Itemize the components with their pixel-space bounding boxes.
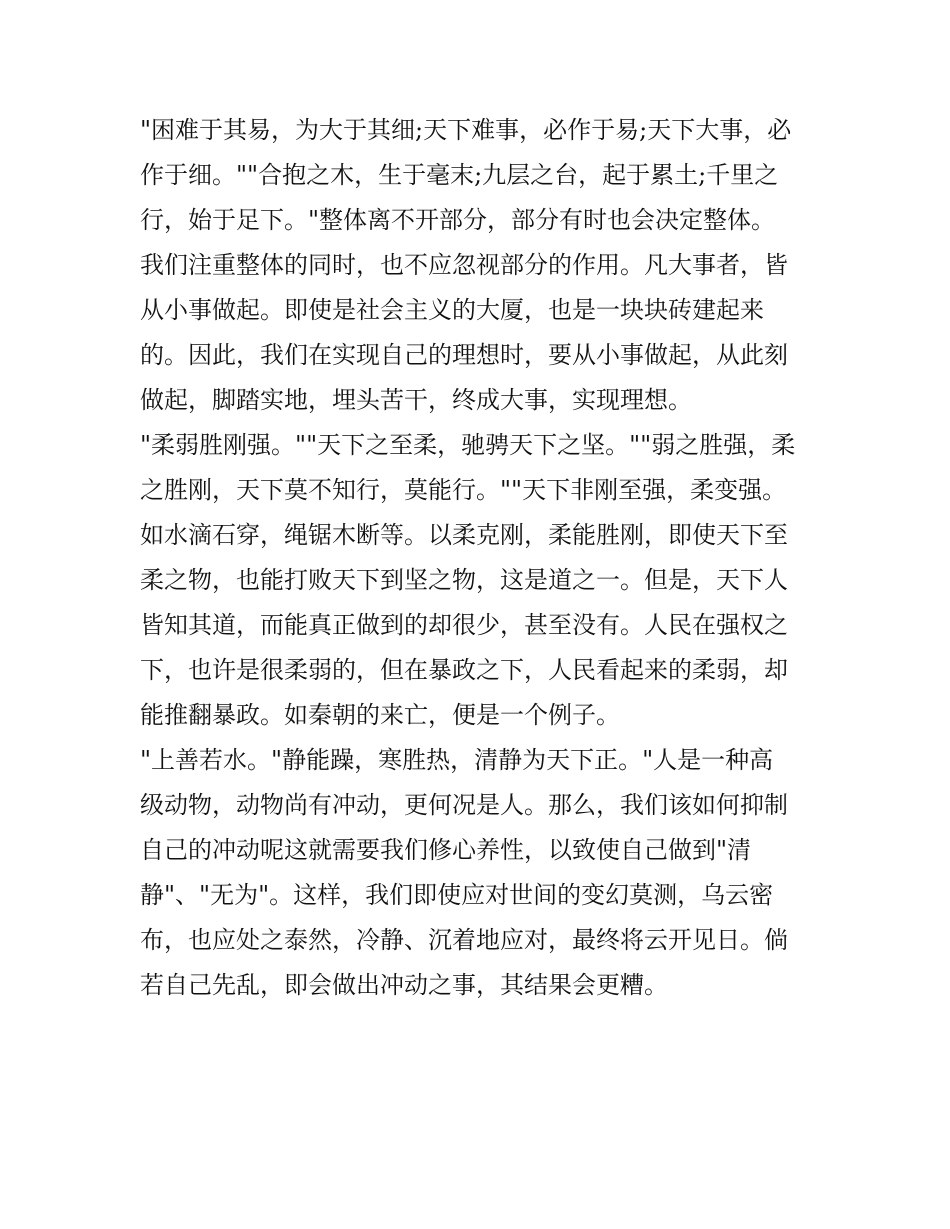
text-line: "困难于其易，为大于其细;天下难事，必作于易;天下大事，必: [140, 116, 792, 144]
text-line: 的。因此，我们在实现自己的理想时，要从小事做起，从此刻: [140, 341, 788, 369]
text-line: "上善若水。"静能躁，寒胜热，清静为天下正。"人是一种高: [140, 746, 774, 774]
text-line: 皆知其道，而能真正做到的却很少，甚至没有。人民在强权之: [140, 611, 788, 639]
text-line: 若自己先乱，即会做出冲动之事，其结果会更糟。: [140, 971, 668, 999]
text-line: 之胜刚，天下莫不知行，莫能行。""天下非刚至强，柔变强。: [140, 476, 787, 504]
text-line: 能推翻暴政。如秦朝的来亡，便是一个例子。: [140, 701, 620, 729]
text-line: 级动物，动物尚有冲动，更何况是人。那么，我们该如何抑制: [140, 791, 788, 819]
body-text: [140, 108, 812, 1008]
text-line: 从小事做起。即使是社会主义的大厦，也是一块块砖建起来: [140, 296, 764, 324]
text-line: 静"、"无为"。这样，我们即使应对世间的变幻莫测，乌云密: [140, 881, 774, 909]
text-line: 我们注重整体的同时，也不应忽视部分的作用。凡大事者，皆: [140, 251, 788, 279]
text-line: 布，也应处之泰然，冷静、沉着地应对，最终将云开见日。倘: [140, 926, 788, 954]
text-line: 下，也许是很柔弱的，但在暴政之下，人民看起来的柔弱，却: [140, 656, 788, 684]
text-line: 做起，脚踏实地，埋头苦干，终成大事，实现理想。: [140, 386, 692, 414]
text-line: 作于细。""合抱之木，生于毫末;九层之台，起于累土;千里之: [140, 161, 779, 189]
text-line: 柔之物，也能打败天下到坚之物，这是道之一。但是，天下人: [140, 566, 788, 594]
text-line: 自己的冲动呢这就需要我们修心养性，以致使自己做到"清: [140, 836, 752, 864]
text-line: 如水滴石穿，绳锯木断等。以柔克刚，柔能胜刚，即使天下至: [140, 521, 788, 549]
text-line: "柔弱胜刚强。""天下之至柔，驰骋天下之坚。""弱之胜强，柔: [140, 431, 796, 459]
text-line: 行，始于足下。"整体离不开部分，部分有时也会决定整体。: [140, 206, 776, 234]
